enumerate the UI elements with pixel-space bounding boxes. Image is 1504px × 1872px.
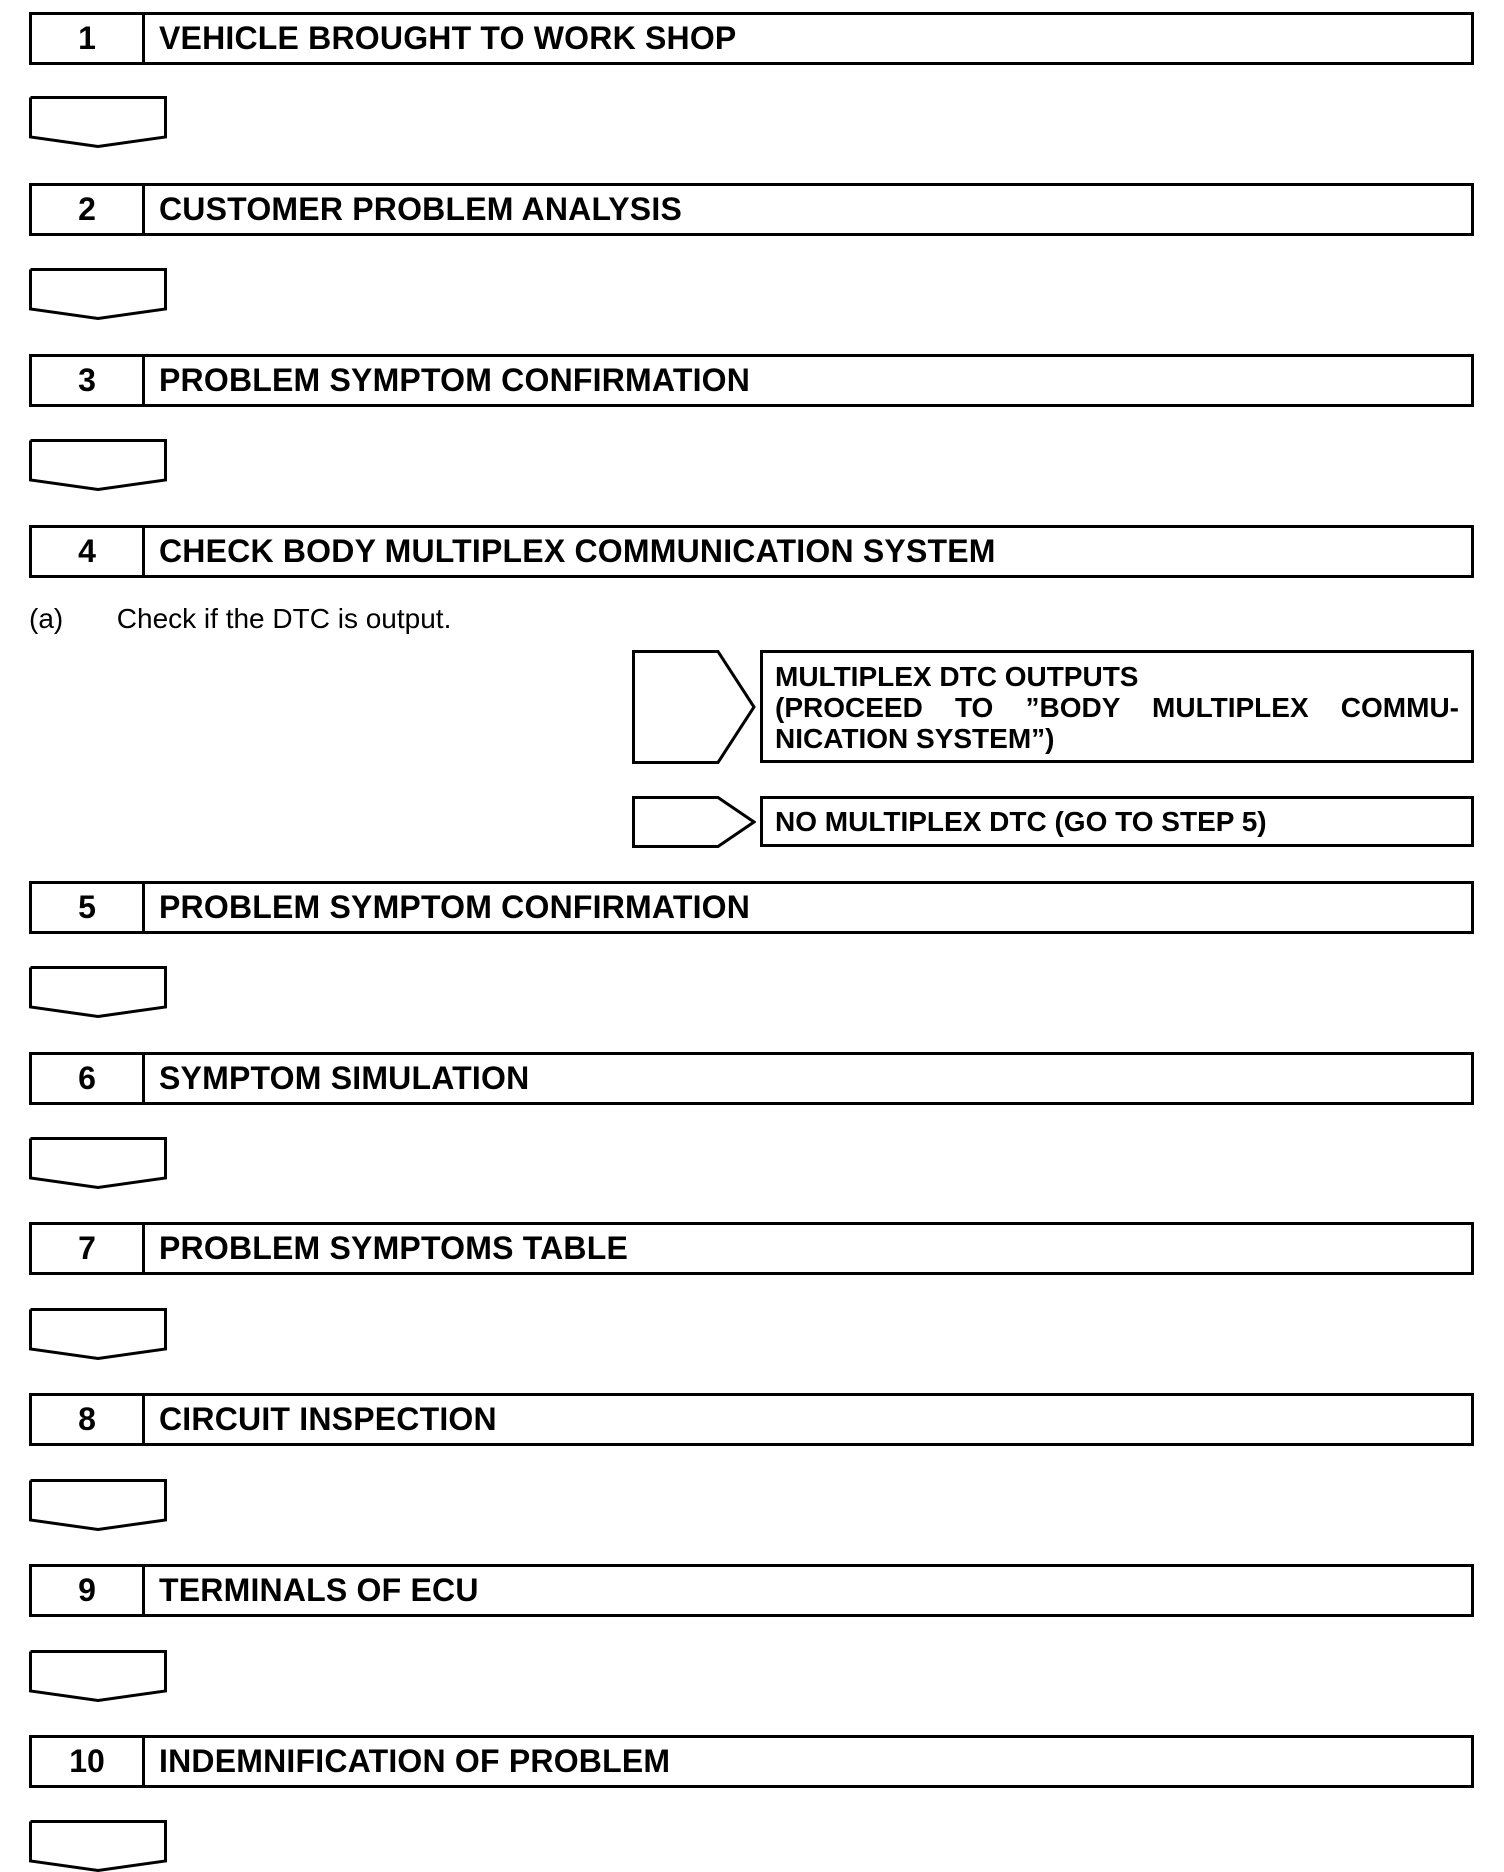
step-title: PROBLEM SYMPTOM CONFIRMATION bbox=[159, 362, 751, 398]
step-number: 5 bbox=[32, 884, 145, 931]
step-9-box bbox=[29, 1564, 1474, 1617]
step-title: CHECK BODY MULTIPLEX COMMUNICATION SYSTEM bbox=[159, 533, 996, 569]
result-text: NO MULTIPLEX DTC (GO TO STEP 5) bbox=[775, 805, 1267, 837]
step-title: VEHICLE BROUGHT TO WORK SHOP bbox=[159, 20, 737, 56]
down-arrow-icon bbox=[29, 1308, 167, 1360]
result-line: MULTIPLEX DTC OUTPUTS bbox=[775, 661, 1139, 692]
step-title: CUSTOMER PROBLEM ANALYSIS bbox=[159, 191, 682, 227]
step-number: 4 bbox=[32, 528, 145, 575]
instruction-text: Check if the DTC is output. bbox=[116, 603, 452, 634]
instruction-label: (a) bbox=[29, 603, 64, 634]
down-arrow-icon bbox=[29, 1137, 167, 1189]
step-title: TERMINALS OF ECU bbox=[159, 1572, 479, 1608]
down-arrow-icon bbox=[29, 1650, 167, 1702]
result-line: NICATION SYSTEM”) bbox=[775, 723, 1055, 754]
step-1-box bbox=[29, 12, 1474, 65]
step-number: 7 bbox=[32, 1225, 145, 1272]
result-dtc-outputs bbox=[760, 650, 1474, 763]
down-arrow-icon bbox=[29, 1479, 167, 1531]
step-number: 9 bbox=[32, 1567, 145, 1614]
step-title: PROBLEM SYMPTOMS TABLE bbox=[159, 1230, 629, 1266]
step-2-box bbox=[29, 183, 1474, 236]
step-number: 3 bbox=[32, 357, 145, 404]
step-8-box bbox=[29, 1393, 1474, 1446]
step-number: 2 bbox=[32, 186, 145, 233]
result-no-dtc bbox=[760, 796, 1474, 847]
step-4-box bbox=[29, 525, 1474, 578]
right-arrow-icon bbox=[632, 796, 756, 848]
step-title: PROBLEM SYMPTOM CONFIRMATION bbox=[159, 889, 751, 925]
step-4-instruction bbox=[29, 603, 451, 635]
down-arrow-icon bbox=[29, 1820, 167, 1872]
step-6-box bbox=[29, 1052, 1474, 1105]
step-number: 1 bbox=[32, 15, 145, 62]
down-arrow-icon bbox=[29, 96, 167, 148]
down-arrow-icon bbox=[29, 966, 167, 1018]
down-arrow-icon bbox=[29, 268, 167, 320]
down-arrow-icon bbox=[29, 439, 167, 491]
step-5-box bbox=[29, 881, 1474, 934]
step-title: CIRCUIT INSPECTION bbox=[159, 1401, 497, 1437]
step-10-box bbox=[29, 1735, 1474, 1788]
result-line: (PROCEED TO ”BODY MULTIPLEX COMMU- bbox=[775, 692, 1459, 723]
step-number: 10 bbox=[32, 1738, 145, 1785]
step-7-box bbox=[29, 1222, 1474, 1275]
right-arrow-icon bbox=[632, 650, 756, 764]
step-number: 6 bbox=[32, 1055, 145, 1102]
step-3-box bbox=[29, 354, 1474, 407]
step-title: SYMPTOM SIMULATION bbox=[159, 1060, 530, 1096]
step-number: 8 bbox=[32, 1396, 145, 1443]
step-title: INDEMNIFICATION OF PROBLEM bbox=[159, 1743, 671, 1779]
